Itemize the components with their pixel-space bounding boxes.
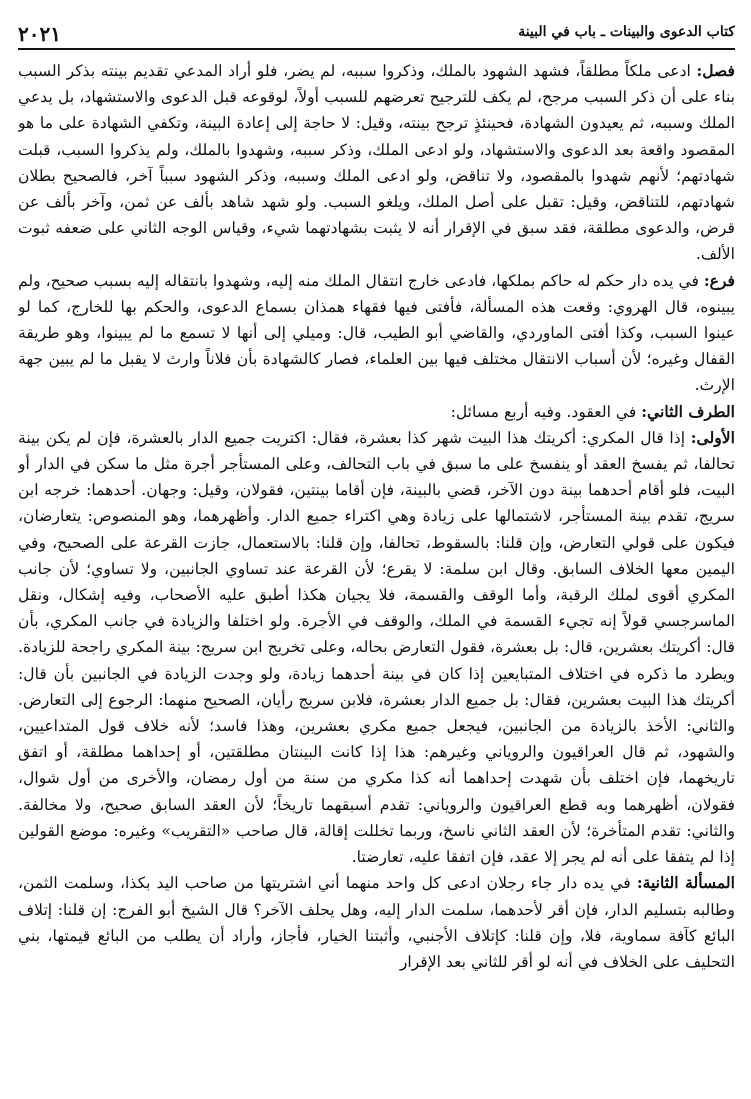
section-heading: الطرف الثاني:: [641, 401, 735, 421]
page-header: [18, 22, 735, 50]
paragraph-term: المسألة الثانية:: [636, 873, 735, 893]
book-page: [18, 22, 735, 1082]
paragraph-text: إذا قال المكري: أكريتك هذا البيت شهر كذا بعشرة، فقال: اكتريت جميع الدار بالعشرة، فإن لم يكن بينة تحالفا، ثم يفسخ العقد أو ينفسخ على ما سبق في باب التحالف، وعلى المستأجر أجرة مثل ما سكن في الدار أو البيت، فلو أقام أحدهما بينة دون الآخر، قضي بالبينة، فإن أقاما بينتين، فقولان، وقيل: وجهان. أحدهما: خرجه ابن سريج، تقدم بينة المستأجر، لاشتمالها على زيادة وهي اكتراء جميع الدار. وأظهرهما، وهو المنصوص: يتعارضان، فيكون على قولي التعارض، وإن قلنا: بالسقوط، تحالفا، وإن قلنا: بالاستعمال، جازت القرعة على الصحيح، وفي اليمين معها الخلاف السابق. وقال ابن سلمة: لا يقرع؛ لأن القرعة عند تساوي الجانبين، ولا تساوي؛ لأن جانب المكري أقوى لملك الرقبة، وأما الوقف والقسمة، فلا يجيان هكذا أطبق عليه الأصحاب، وفيه إشكال، ونقل الماسرجسي قولاً إنه تجيء القسمة في الملك، والوقف في الأجرة. ولو اختلفا والزيادة في جانب المكري، بأن قال: أكريتك بعشرين، قال: بل بعشرة، فقول التعارض بحاله، وعلى تخريج ابن سريج: بينة المكري راجحة للزيادة. ويطرد ما ذكره في اختلاف المتبايعين إذا كان في بينة أحدهما زيادة، ولو وجدت الزيادة في الجانبين بأن قال: أكريتك هذا البيت بعشرين، فقال: بل جميع الدار بعشرة، فلابن سريج رأيان، الصحيح منهما: الرجوع إلى التعارض. والثاني: الأخذ بالزيادة من الجانبين، فيجعل جميع مكري بعشرين، وهذا فاسد؛ لأنه خلاف قول المتداعيين، والشهود، ثم قال العراقيون والروياني وغيرهم: هذا إذا كانت البينتان مطلقتين، أو إحداهما مطلقة، أو اتفق تاريخهما، فإن اختلف بأن شهدت إحداهما أنه كذا مكري من سنة من أول رمضان، والأخرى من أول شوال، فقولان، أظهرهما وبه قطع العراقيون والروياني: تقدم أسبقهما تاريخاً؛ لأن العقد السابق صحيح، ولا مخالفة. والثاني: تقدم المتأخرة؛ لأن العقد الثاني ناسخ، وربما تخللت إقالة، قال صاحب «التقريب» وغيره: موضع القولين إذا لم يتفقا على أنه لم يجر إلا عقد، فإن اتفقا عليه، تعارضتا.: [18, 428, 735, 867]
page-body: [18, 58, 735, 975]
page-number: ٢٠٢١: [18, 22, 61, 46]
paragraph-text: ادعى ملكاً مطلقاً، فشهد الشهود بالملك، وذكروا سببه، لم يضر، فلو أراد المدعي تقديم بينته بذكر السبب بناء على أن ذكر السبب مرجح، لم يكف للترجيح تعرضهم للسبب أولاً، لوقوعه قبل الدعوى والاستشهاد، بل يدعي الملك وسببه، ثم يعيدون الشهادة، فحينئذٍ ترجح بينته، وقيل: لا حاجة إلى إعادة البينة، وتكفي الشهادة على ما هو المقصود واقعة بعد الدعوى والاستشهاد، ولو ادعى الملك، وذكر سببه، وشهدوا بالملك، ولم يذكروا السبب، قبلت شهادتهم؛ لأنهم شهدوا بالمقصود، ولا تناقض، ولو ادعى الملك وسببه، وذكر الشهود سبباً آخر، فالصحيح بطلان شهادتهم، للتناقض، وقيل: تقبل على أصل الملك، ويلغو السبب. ولو شهد شاهد بألف عن ثمن، وآخر بألف عن قرض، والدعوى مطلقة، فقد سبق في الإقرار أنه لا يثبت بشهادتهما شيء، وقياس الوجه الثاني على ضعفه ثبوت الألف.: [18, 62, 735, 264]
running-title: كتاب الدعوى والبينات ـ باب في البينة: [518, 24, 735, 40]
paragraph-first-issue: [18, 425, 735, 870]
paragraph-second-issue: [18, 870, 735, 975]
section-heading-text: في العقود. وفيه أربع مسائل:: [450, 402, 642, 421]
paragraph-term: الأولى:: [690, 427, 735, 447]
paragraph-far: [18, 268, 735, 399]
paragraph-fasl: [18, 58, 735, 268]
paragraph-text: في يده دار جاء رجلان ادعى كل واحد منهما أني اشتريتها من صاحب اليد بكذا، وسلمت الثمن، وطالبه بتسليم الدار، فإن أقر لأحدهما، سلمت الدار إليه، وهل يحلف الآخر؟ قال الشيخ أبو الفرج: إن قلنا: إتلاف البائع كآفة سماوية، فلا، وإن قلنا: كإتلاف الأجنبي، وأثبتنا الخيار، فأجاز، وأراد أن يطلب من البائع قيمتها، بني التحليف على الخلاف في أنه لو أقر للثاني بعد الإقرار: [18, 874, 735, 971]
paragraph-text: في يده دار حكم له حاكم بملكها، فادعى خارج انتقال الملك منه إليه، وشهدوا بانتقاله إليه بسبب صحيح، ولم يبينوه، قال الهروي: وقعت هذه المسألة، فأفتى فيها فقهاء همذان بسماع الدعوى، والحكم بها للخارج، كما لو عينوا السبب، وكذا أفتى الماوردي، والقاضي أبو الطيب، قال: وميلي إلى أنها لا تسمع ما لم يبينوا، وهو طريقة القفال وغيره؛ لأن أسباب الانتقال مختلف فيها بين العلماء، فصار كالشهادة بأن فلاناً وارث لا يقبل ما لم يبين جهة الإرث.: [18, 271, 735, 395]
paragraph-term: فرع:: [703, 270, 735, 290]
paragraph-term: فصل:: [696, 61, 735, 80]
section-heading-second-part: [18, 399, 735, 425]
